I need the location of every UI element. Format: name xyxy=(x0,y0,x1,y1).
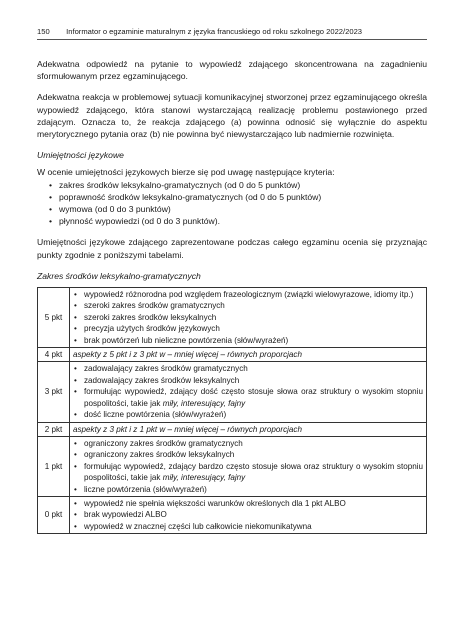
rubric-title: Zakres środków leksykalno-gramatycznych xyxy=(37,270,201,281)
paragraph-scoring-summary: Umiejętności językowe zdającego zaprezentowane podczas całego egzaminu ocenia się przyznając punkty zgodnie z poniższymi tabelami. xyxy=(37,237,427,260)
paragraph-adequate-answer: Adekwatna odpowiedź na pytanie to wypowiedź zdającego skoncentrowana na zagadnieniu sformułowanym przez egzaminującego. xyxy=(37,59,427,82)
criteria-item: • wymowa (od 0 do 3 punktów) xyxy=(49,203,427,215)
descriptor-item: • szeroki zakres środków leksykalnych xyxy=(73,312,423,323)
rubric-row-3 xyxy=(38,362,427,422)
criteria-item: • poprawność środków leksykalno-gramatycznych (od 0 do 5 punktów) xyxy=(49,191,427,203)
descriptor-text: formułując wypowiedź, zdający bardzo często stosuje słowa oraz struktury o wysokim stopniu pospolitości, takie jak xyxy=(84,461,423,483)
descriptor-item: • zadowalający zakres środków gramatycznych xyxy=(73,363,423,374)
points-cell: 5 pkt xyxy=(38,288,70,348)
descriptor-item: • dość liczne powtórzenia (słów/wyrażeń) xyxy=(73,409,423,420)
descriptor-item: • wypowiedź nie spełnia większości warunków określonych dla 1 pkt ALBO xyxy=(73,498,423,509)
points-cell: 3 pkt xyxy=(38,362,70,422)
descriptor-item: • szeroki zakres środków gramatycznych xyxy=(73,300,423,311)
rubric-row-0 xyxy=(38,496,427,533)
rubric-table xyxy=(37,287,427,534)
section-heading: Umiejętności językowe xyxy=(37,150,124,161)
page-header xyxy=(37,27,427,36)
rubric-row-5 xyxy=(38,288,427,348)
descriptor-cell xyxy=(70,496,427,533)
descriptor-item: • liczne powtórzenia (słów/wyrażeń) xyxy=(73,484,423,495)
descriptor-cell xyxy=(70,288,427,348)
rubric-row-1 xyxy=(38,436,427,496)
descriptor-item: • brak powtórzeń lub nieliczne powtórzenia (słów/wyrażeń) xyxy=(73,335,423,346)
rubric-row-2 xyxy=(38,422,427,436)
descriptor-item: • ograniczony zakres środków leksykalnych xyxy=(73,449,423,460)
descriptor-item: • ograniczony zakres środków gramatycznych xyxy=(73,438,423,449)
points-cell: 0 pkt xyxy=(38,496,70,533)
criteria-item: • płynność wypowiedzi (od 0 do 3 punktów). xyxy=(49,215,427,227)
descriptor-cell xyxy=(70,362,427,422)
descriptor-item: • brak wypowiedzi ALBO xyxy=(73,509,423,520)
criteria-item: • zakres środków leksykalno-gramatycznych (od 0 do 5 punktów) xyxy=(49,179,427,191)
points-cell: 2 pkt xyxy=(38,422,70,436)
descriptor-item xyxy=(73,386,423,409)
descriptor-item: • wypowiedź w znacznej części lub całkowicie niekomunikatywna xyxy=(73,521,423,532)
descriptor-examples: miły, interesujący, fajny xyxy=(162,473,246,483)
page-number: 150 xyxy=(37,27,50,36)
descriptor-cell: aspekty z 3 pkt i z 1 pkt w – mniej więcej – równych proporcjach xyxy=(70,422,427,436)
rubric-row-4 xyxy=(38,348,427,362)
descriptor-cell: aspekty z 5 pkt i z 3 pkt w – mniej więcej – równych proporcjach xyxy=(70,348,427,362)
descriptor-item xyxy=(73,461,423,484)
descriptor-item: • precyzja użytych środków językowych xyxy=(73,323,423,334)
header-rule xyxy=(37,39,427,40)
paragraph-adequate-reaction: Adekwatna reakcja w problemowej sytuacji komunikacyjnej stworzonej przez egzaminującego określa wypowiedź zdającego, która stanowi wystarczającą realizację problemu postawionego przed zdającym. Oznacza to, że reakcja zdającego (a) powinna odnosić się wyłącznie do aspektu merytorycznego pytania oraz (b) nie powinna być niewystarczająco lub nadmiernie rozwinięta. xyxy=(37,92,427,140)
criteria-list xyxy=(37,179,427,228)
descriptor-examples: miły, interesujący, fajny xyxy=(162,398,246,408)
page-content xyxy=(37,58,427,534)
points-cell: 4 pkt xyxy=(38,348,70,362)
descriptor-item: • zadowalający zakres środków leksykalnych xyxy=(73,375,423,386)
criteria-intro: W ocenie umiejętności językowych bierze się pod uwagę następujące kryteria: xyxy=(37,167,335,178)
descriptor-text: formułując wypowiedź, zdający dość często stosuje słowa oraz struktury o wysokim stopniu pospolitości, takie jak xyxy=(84,387,423,408)
running-title: Informator o egzaminie maturalnym z języka francuskiego od roku szkolnego 2022/2023 xyxy=(66,27,363,36)
descriptor-cell xyxy=(70,436,427,496)
points-cell: 1 pkt xyxy=(38,436,70,496)
descriptor-item: • wypowiedź różnorodna pod względem frazeologicznym (związki wielowyrazowe, idiomy itp.) xyxy=(73,289,423,300)
